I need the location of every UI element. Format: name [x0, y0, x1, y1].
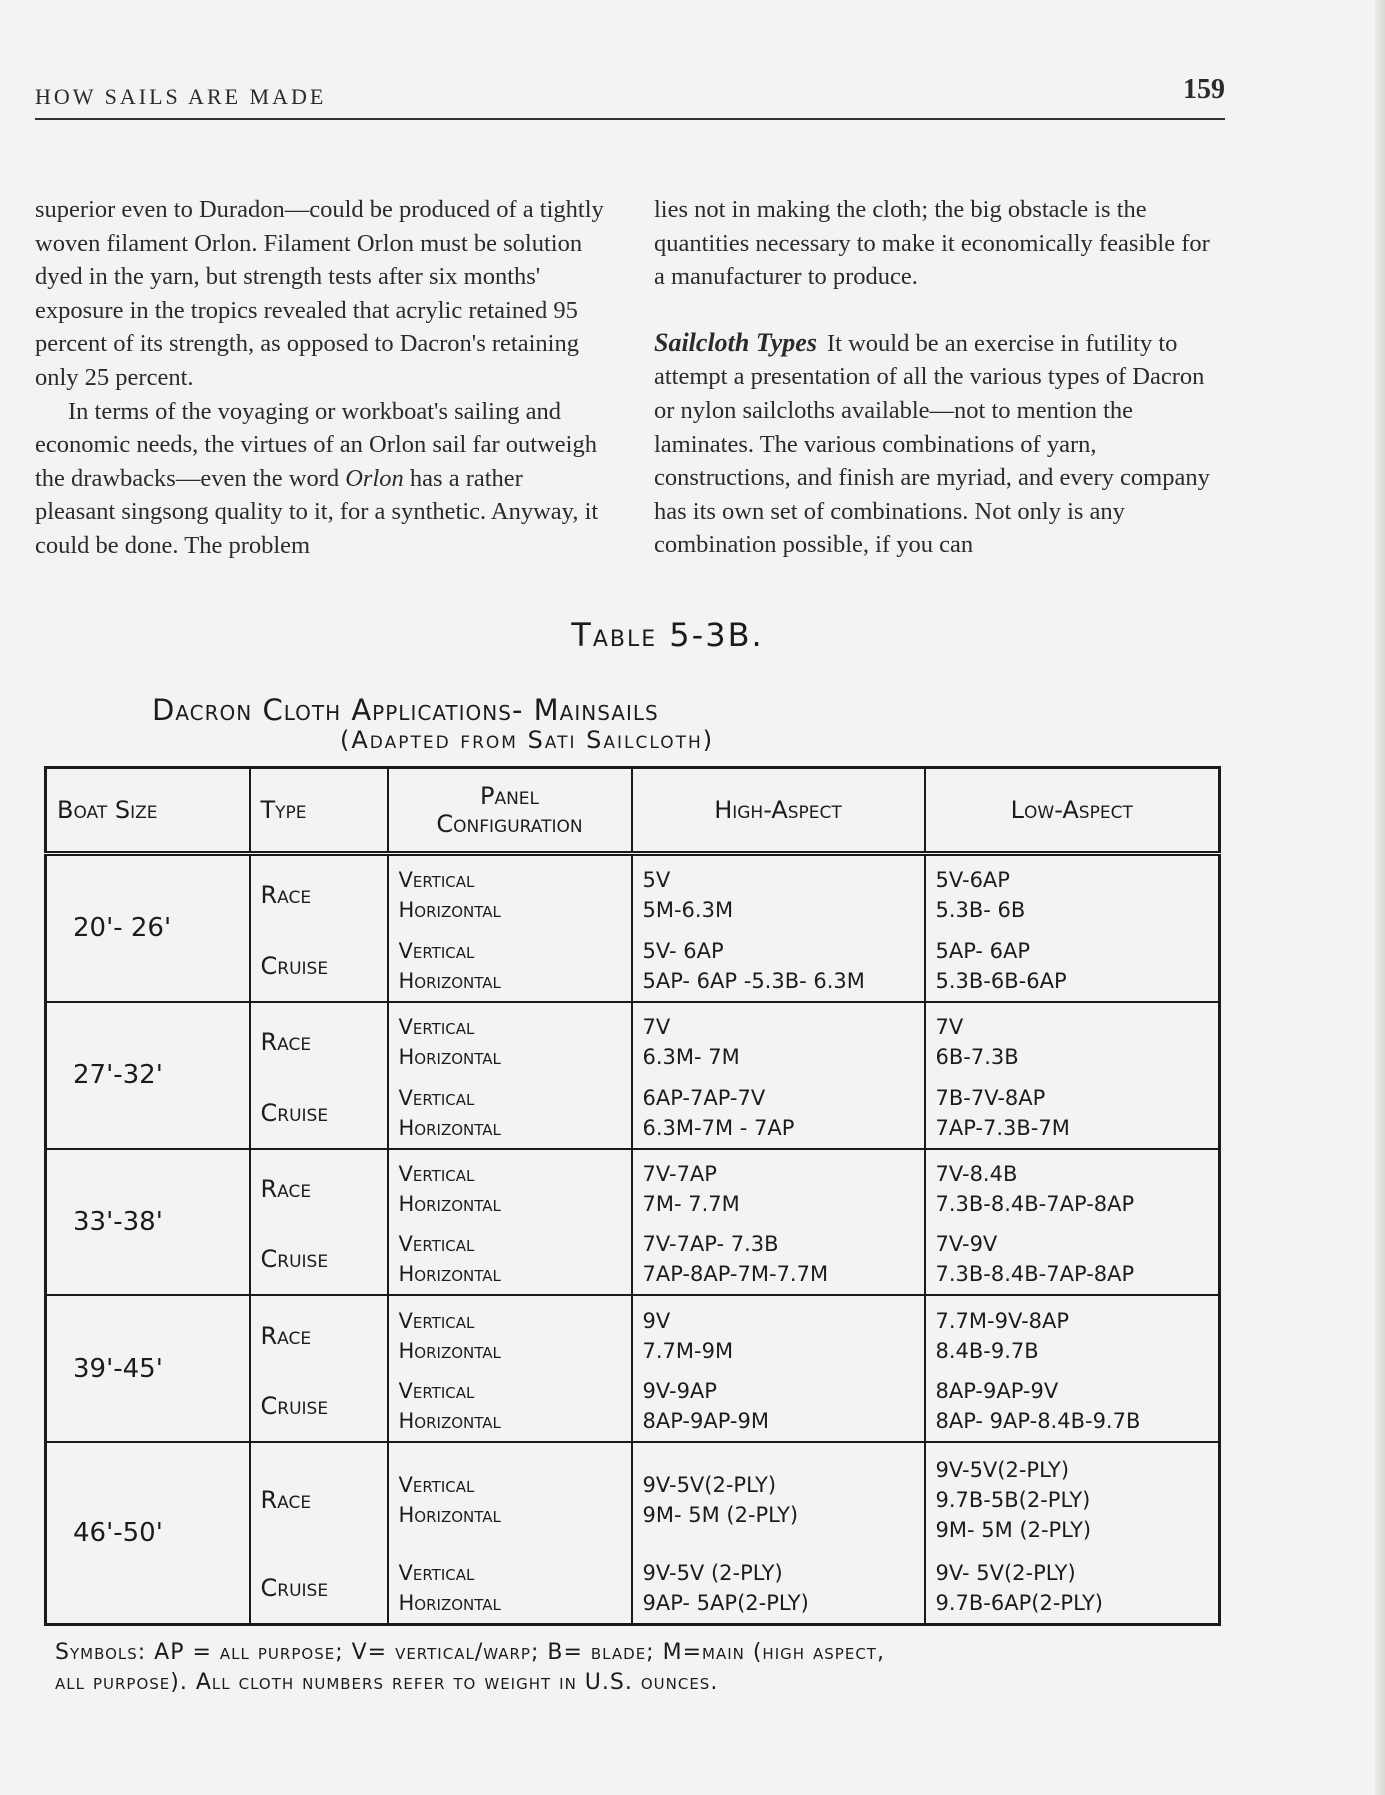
- type-cell: Race: [250, 854, 388, 931]
- cloth-applications-table: [44, 766, 1221, 1626]
- panel-line: Vertical: [398, 1308, 475, 1333]
- low-line: 7V: [935, 1015, 964, 1040]
- panel-cell: [388, 854, 632, 931]
- header-low-aspect: Low-Aspect: [925, 768, 1220, 854]
- high-line: 9V-5V (2-PLY): [642, 1560, 783, 1585]
- panel-cell: [388, 1295, 632, 1371]
- low-cell: [925, 1078, 1220, 1149]
- high-cell: [632, 1371, 925, 1442]
- right-paragraph-2-text: It would be an exercise in futility to attempt a presentation of all the various types of Dacron or nylon sailcloths available—not to mention the laminates. The various combinations of yarn, constructions, and finish are myriad, and every company has its own set of combinations. Not only is any combination possible, if you can: [654, 329, 1210, 559]
- table-row: [46, 1295, 1220, 1371]
- low-line: 7AP-7.3B-7M: [935, 1115, 1070, 1140]
- panel-cell: [388, 1078, 632, 1149]
- table-title: Table 5-3B.: [571, 616, 764, 654]
- panel-line: Horizontal: [398, 968, 501, 993]
- panel-line: Vertical: [398, 868, 475, 893]
- panel-line: Vertical: [398, 1162, 475, 1187]
- low-line: 8AP-9AP-9V: [935, 1379, 1059, 1404]
- type-cell: Cruise: [250, 1371, 388, 1442]
- low-cell: [925, 1371, 1220, 1442]
- type-cell: Race: [250, 1442, 388, 1553]
- panel-line: Horizontal: [398, 898, 501, 923]
- left-paragraph-2: [35, 395, 605, 563]
- high-line: 5AP- 6AP -5.3B- 6.3M: [642, 968, 865, 993]
- symbols-line-2: all purpose). All cloth numbers refer to weight in U.S. ounces.: [55, 1670, 719, 1695]
- type-cell: Race: [250, 1002, 388, 1078]
- header-panel-configuration: [388, 768, 632, 854]
- table-source: (Adapted from Sati Sailcloth): [340, 726, 715, 754]
- high-line: 7V: [642, 1015, 671, 1040]
- symbols-line-1: Symbols: AP = all purpose; V= vertical/warp; B= blade; M=main (high aspect,: [55, 1640, 885, 1665]
- high-line: 5M-6.3M: [642, 898, 734, 923]
- low-cell: [925, 1002, 1220, 1078]
- low-line: 7.3B-8.4B-7AP-8AP: [935, 1192, 1135, 1217]
- panel-line: Vertical: [398, 938, 475, 963]
- high-line: 7V-7AP- 7.3B: [642, 1232, 779, 1257]
- panel-line: Vertical: [398, 1232, 475, 1257]
- type-cell: Cruise: [250, 1078, 388, 1149]
- panel-line: Horizontal: [398, 1192, 501, 1217]
- section-run-head: Sailcloth Types: [654, 327, 817, 357]
- high-line: 9V-5V(2-PLY): [642, 1472, 777, 1497]
- boat-size-cell: 39'-45': [46, 1295, 250, 1442]
- left-paragraph-2-start: In terms of the voyaging or workboat's sailing and economic needs, the virtues of an Orlon sail far outweigh the drawbacks—even the word: [35, 397, 597, 492]
- right-column: [654, 193, 1224, 562]
- high-line: 9V: [642, 1308, 671, 1333]
- header-panel-line1: Panel: [479, 782, 540, 810]
- high-line: 9AP- 5AP(2-PLY): [642, 1590, 809, 1615]
- panel-line: Horizontal: [398, 1590, 501, 1615]
- low-line: 7V-9V: [935, 1232, 998, 1257]
- high-cell: [632, 1442, 925, 1553]
- header-panel-line2: Configuration: [436, 810, 583, 838]
- orlon-italic: Orlon: [345, 464, 404, 492]
- low-line: 8AP- 9AP-8.4B-9.7B: [935, 1409, 1141, 1434]
- boat-size-cell: 27'-32': [46, 1002, 250, 1149]
- high-cell: [632, 1149, 925, 1225]
- high-line: 8AP-9AP-9M: [642, 1409, 769, 1434]
- table-header-row: [46, 768, 1220, 854]
- panel-line: Horizontal: [398, 1338, 501, 1363]
- panel-line: Vertical: [398, 1379, 475, 1404]
- left-paragraph-1: superior even to Duradon—could be produced of a tightly woven filament Orlon. Filament Orlon must be solution dyed in the yarn, but strength tests after six months' exposure in the tropics revealed that acrylic retained 95 percent of its strength, as opposed to Dacron's retaining only 25 percent.: [35, 196, 604, 391]
- panel-line: Horizontal: [398, 1115, 501, 1140]
- left-column: [35, 193, 605, 563]
- low-cell: [925, 1295, 1220, 1371]
- high-line: 5V- 6AP: [642, 938, 724, 963]
- page-edge-shadow: [1375, 0, 1385, 1795]
- low-line: 5AP- 6AP: [935, 938, 1031, 963]
- header-high-aspect: High-Aspect: [632, 768, 925, 854]
- low-line: 6B-7.3B: [935, 1045, 1019, 1070]
- table-row: [46, 1149, 1220, 1225]
- left-paragraph-2-end: has a rather pleasant singsong quality to it, for a synthetic. Anyway, it could be done. The problem: [35, 464, 599, 559]
- low-line: 7.3B-8.4B-7AP-8AP: [935, 1262, 1135, 1287]
- running-head: HOW SAILS ARE MADE: [35, 84, 327, 109]
- panel-line: Vertical: [398, 1085, 475, 1110]
- panel-cell: [388, 1002, 632, 1078]
- panel-line: Vertical: [398, 1472, 475, 1497]
- boat-size-cell: 46'-50': [46, 1442, 250, 1624]
- table-row: [46, 1002, 1220, 1078]
- low-line: 9V-5V(2-PLY): [935, 1457, 1070, 1482]
- high-cell: [632, 1295, 925, 1371]
- low-line: 5.3B-6B-6AP: [935, 968, 1067, 993]
- right-paragraph-2: [654, 326, 1224, 562]
- high-line: 7M- 7.7M: [642, 1192, 740, 1217]
- low-line: 7.7M-9V-8AP: [935, 1308, 1070, 1333]
- low-line: 7B-7V-8AP: [935, 1085, 1046, 1110]
- type-cell: Cruise: [250, 1224, 388, 1295]
- panel-line: Vertical: [398, 1560, 475, 1585]
- low-line: 9.7B-5B(2-PLY): [935, 1487, 1091, 1512]
- panel-cell: [388, 931, 632, 1002]
- page-header: [35, 74, 1225, 120]
- low-cell: [925, 1442, 1220, 1553]
- table-row: [46, 854, 1220, 931]
- high-line: 7V-7AP: [642, 1162, 717, 1187]
- low-line: 9M- 5M (2-PLY): [935, 1517, 1092, 1542]
- panel-line: Horizontal: [398, 1409, 501, 1434]
- high-cell: [632, 931, 925, 1002]
- panel-cell: [388, 1553, 632, 1625]
- type-cell: Cruise: [250, 931, 388, 1002]
- boat-size-cell: 33'-38': [46, 1149, 250, 1296]
- right-paragraph-1: lies not in making the cloth; the big obstacle is the quantities necessary to make it economically feasible for a manufacturer to produce.: [654, 196, 1210, 291]
- type-cell: Race: [250, 1149, 388, 1225]
- low-line: 5V-6AP: [935, 868, 1010, 893]
- high-line: 6.3M- 7M: [642, 1045, 740, 1070]
- table-subtitle: Dacron Cloth Applications- Mainsails: [152, 693, 659, 727]
- high-line: 9M- 5M (2-PLY): [642, 1502, 799, 1527]
- panel-line: Horizontal: [398, 1502, 501, 1527]
- boat-size-cell: 20'- 26': [46, 854, 250, 1002]
- panel-cell: [388, 1371, 632, 1442]
- low-cell: [925, 1553, 1220, 1625]
- high-line: 7AP-8AP-7M-7.7M: [642, 1262, 829, 1287]
- high-cell: [632, 1553, 925, 1625]
- high-line: 5V: [642, 868, 671, 893]
- panel-cell: [388, 1224, 632, 1295]
- high-cell: [632, 1224, 925, 1295]
- panel-cell: [388, 1149, 632, 1225]
- high-cell: [632, 1002, 925, 1078]
- low-line: 5.3B- 6B: [935, 898, 1026, 923]
- type-cell: Race: [250, 1295, 388, 1371]
- high-cell: [632, 1078, 925, 1149]
- low-cell: [925, 1224, 1220, 1295]
- panel-line: Horizontal: [398, 1045, 501, 1070]
- high-cell: [632, 854, 925, 931]
- high-line: 6AP-7AP-7V: [642, 1085, 766, 1110]
- low-line: 8.4B-9.7B: [935, 1338, 1039, 1363]
- panel-cell: [388, 1442, 632, 1553]
- high-line: 7.7M-9M: [642, 1338, 734, 1363]
- high-line: 6.3M-7M - 7AP: [642, 1115, 795, 1140]
- type-cell: Cruise: [250, 1553, 388, 1625]
- panel-line: Horizontal: [398, 1262, 501, 1287]
- table-row: [46, 1442, 1220, 1553]
- header-boat-size: Boat Size: [46, 768, 250, 854]
- symbols-legend: [55, 1638, 1225, 1698]
- low-cell: [925, 931, 1220, 1002]
- high-line: 9V-9AP: [642, 1379, 717, 1404]
- page-number: 159: [1183, 74, 1225, 105]
- low-line: 9V- 5V(2-PLY): [935, 1560, 1076, 1585]
- low-line: 7V-8.4B: [935, 1162, 1018, 1187]
- panel-line: Vertical: [398, 1015, 475, 1040]
- low-cell: [925, 854, 1220, 931]
- header-type: Type: [250, 768, 388, 854]
- low-line: 9.7B-6AP(2-PLY): [935, 1590, 1103, 1615]
- low-cell: [925, 1149, 1220, 1225]
